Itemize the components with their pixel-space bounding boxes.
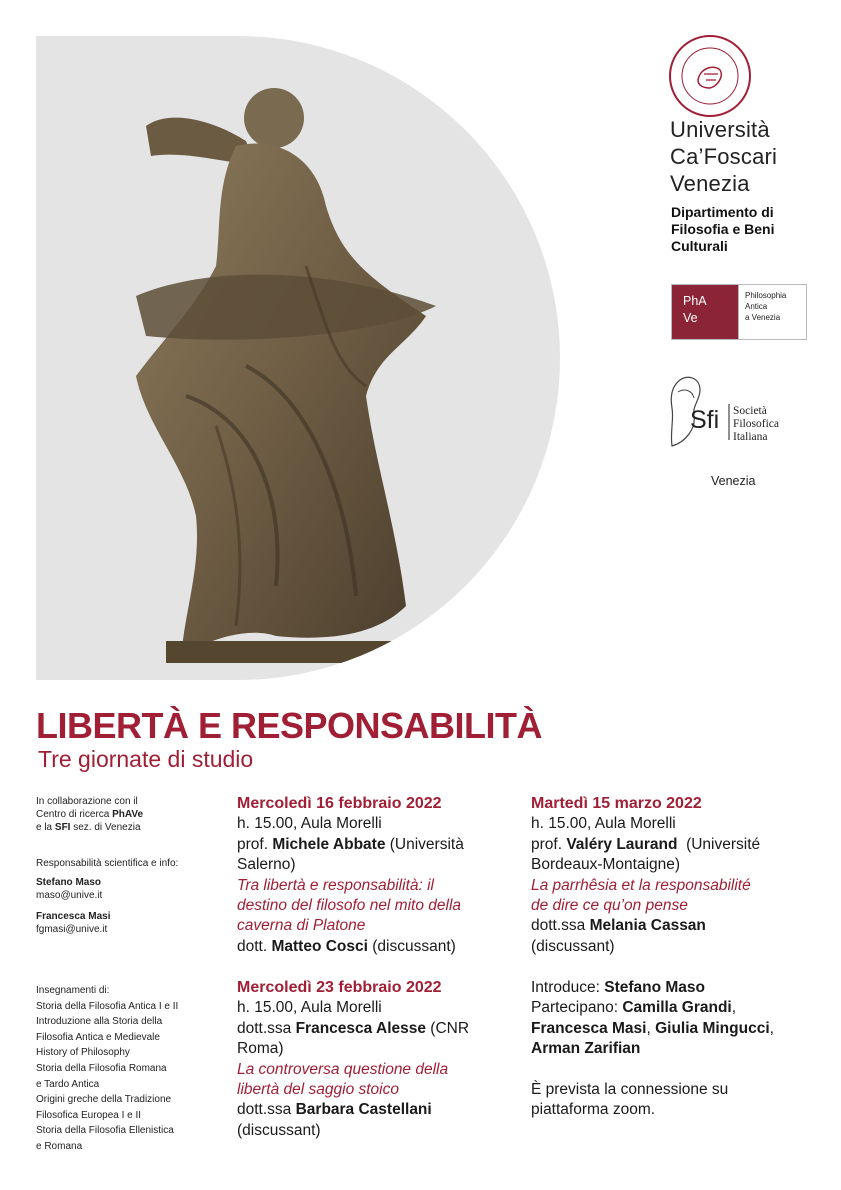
contacts — [36, 857, 178, 936]
phave-text-line: a Venezia — [745, 313, 781, 322]
course-line: History of Philosophy — [36, 1047, 130, 1059]
course-line: e Tardo Antica — [36, 1078, 100, 1090]
closing-info — [531, 978, 774, 1120]
day3-time-place: h. 15.00, Aula Morelli — [531, 815, 676, 833]
hero-image — [36, 36, 560, 680]
day2-date: Mercoledì 23 febbraio 2022 — [237, 979, 442, 996]
zoom-note: È prevista la connessione su — [531, 1080, 729, 1098]
phave-logo-text — [738, 285, 806, 339]
collab-line: Centro di ricerca PhAVe — [36, 809, 144, 821]
sfi-city: Venezia — [711, 474, 756, 488]
day1-speaker-affiliation: Salerno) — [237, 856, 296, 874]
day1-talk-title: Tra libertà e responsabilità: il — [237, 876, 434, 894]
department-line: Dipartimento di — [671, 204, 774, 220]
day2-speaker: dott.ssa Francesca Alesse (CNR — [237, 1019, 470, 1037]
department-line: Filosofia e Beni — [671, 221, 775, 237]
day1-speaker: prof. Michele Abbate (Università — [237, 835, 464, 853]
contact-name: Stefano Maso — [36, 877, 102, 889]
day3-speaker: prof. Valéry Laurand (Université — [531, 835, 761, 853]
day1-talk-title: destino del filosofo nel mito della — [237, 897, 462, 915]
day1-time-place: h. 15.00, Aula Morelli — [237, 815, 382, 833]
university-name-line: Ca’Foscari — [670, 144, 778, 169]
statue-image — [126, 66, 456, 666]
phave-mark-line: Ve — [683, 311, 698, 325]
department-line: Culturali — [671, 238, 728, 254]
phave-logo — [671, 284, 807, 340]
day1-program — [237, 794, 464, 957]
course-line: Filosofica Europea I e II — [36, 1109, 142, 1121]
contact-email: maso@unive.it — [36, 890, 103, 902]
sfi-name-line: Filosofica — [733, 418, 779, 430]
day3-talk-title: La parrhêsia et la responsabilité — [531, 876, 751, 894]
sfi-name-line: Italiana — [733, 431, 768, 443]
day2-time-place: h. 15.00, Aula Morelli — [237, 999, 382, 1017]
contacts-heading: Responsabilità scientifica e info: — [36, 858, 179, 869]
course-line: e Romana — [36, 1140, 83, 1152]
phave-ref: PhAVe — [112, 809, 144, 821]
courses-heading: Insegnamenti di: — [36, 985, 110, 996]
participants-line: Partecipano: Camilla Grandi, — [531, 999, 737, 1017]
phave-mark-line: PhA — [683, 294, 707, 308]
day2-talk-title: libertà del saggio stoico — [237, 1081, 399, 1099]
day1-discussant: dott. Matteo Cosci (discussant) — [237, 937, 456, 955]
page-title: LIBERTÀ E RESPONSABILITÀ — [36, 705, 543, 746]
day3-discussant-role: (discussant) — [531, 937, 615, 955]
phave-text-line: Philosophia — [745, 291, 787, 300]
university-name-line: Università — [670, 117, 770, 142]
day2-speaker-affiliation: Roma) — [237, 1040, 284, 1058]
day3-program — [531, 794, 760, 957]
day3-discussant: dott.ssa Melania Cassan — [531, 917, 706, 935]
participants-line: Francesca Masi, Giulia Mingucci, — [531, 1019, 774, 1037]
sfi-mark: Sfi — [690, 406, 720, 434]
day3-date: Martedì 15 marzo 2022 — [531, 795, 702, 812]
courses-list — [36, 983, 178, 1155]
page-subtitle: Tre giornate di studio — [38, 746, 254, 772]
collab-line: In collaborazione con il — [36, 796, 138, 807]
introduce-line: Introduce: Stefano Maso — [531, 979, 706, 996]
course-line: Storia della Filosofia Romana — [36, 1062, 167, 1074]
course-line: Storia della Filosofia Antica I e II — [36, 1000, 179, 1012]
university-name-line: Venezia — [670, 171, 750, 196]
day2-discussant: dott.ssa Barbara Castellani — [237, 1101, 432, 1119]
day1-date: Mercoledì 16 febbraio 2022 — [237, 795, 442, 812]
course-line: Storia della Filosofia Ellenistica — [36, 1125, 174, 1137]
course-line: Filosofia Antica e Medievale — [36, 1031, 160, 1043]
day2-talk-title: La controversa questione della — [237, 1060, 449, 1078]
sfi-logo — [666, 372, 806, 452]
participants-line: Arman Zarifian — [531, 1040, 641, 1058]
day3-talk-title: de dire ce qu’on pense — [531, 897, 688, 915]
course-line: Introduzione alla Storia della — [36, 1016, 163, 1028]
day1-talk-title: caverna di Platone — [237, 917, 366, 935]
department-name — [671, 204, 774, 255]
collab-line: e la SFI sez. di Venezia — [36, 822, 141, 834]
university-name — [670, 116, 777, 197]
zoom-note: piattaforma zoom. — [531, 1101, 656, 1119]
phave-logo-mark — [672, 285, 738, 339]
sfi-name-line: Società — [733, 405, 767, 417]
contact-name: Francesca Masi — [36, 910, 111, 922]
day2-discussant-role: (discussant) — [237, 1121, 321, 1139]
sfi-ref: SFI — [54, 822, 71, 834]
day2-program — [237, 978, 469, 1141]
day3-speaker-affiliation: Bordeaux-Montaigne) — [531, 856, 681, 874]
contact-email: fgmasi@unive.it — [36, 923, 108, 935]
university-seal-logo — [668, 34, 752, 118]
collaboration-note — [36, 795, 143, 835]
course-line: Origini greche della Tradizione — [36, 1094, 172, 1106]
phave-text-line: Antica — [745, 302, 768, 311]
